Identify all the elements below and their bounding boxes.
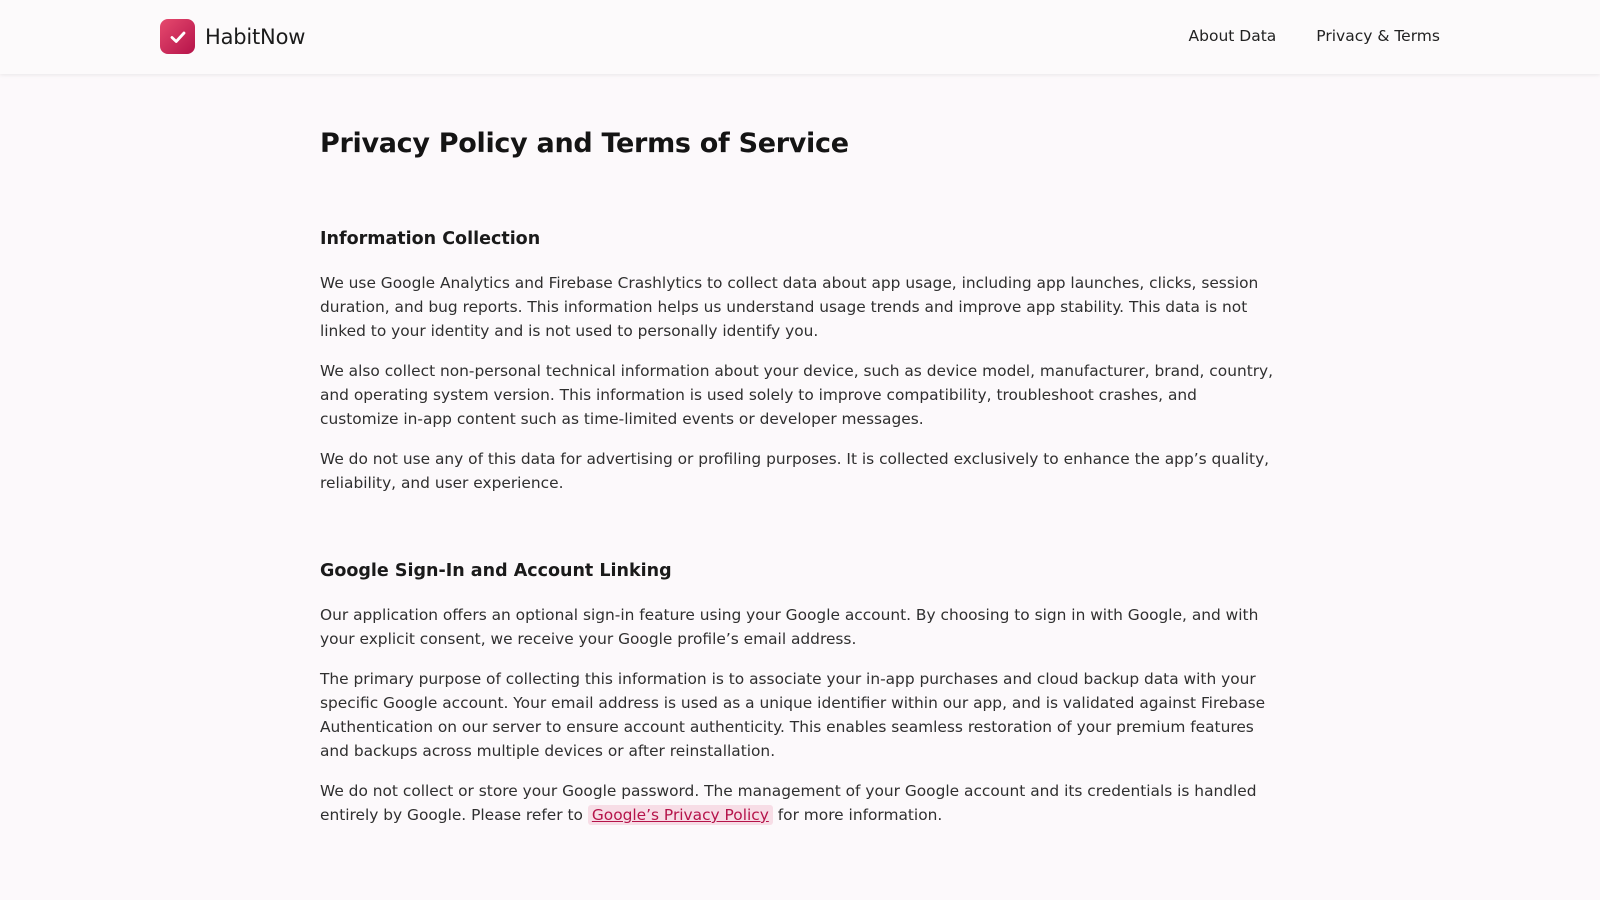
top-header [0, 0, 1600, 74]
google-privacy-policy-link[interactable]: Google’s Privacy Policy [588, 805, 773, 825]
page-title: Privacy Policy and Terms of Service [320, 128, 849, 159]
paragraph: We also collect non-personal technical information about your device, such as device model, manufacturer, brand, country, and operating system version. This information is used solely to improve compatibility, troubleshoot crashes, and customize in-app content such as time-limited events or developer messages. [320, 362, 1274, 428]
paragraph: We do not use any of this data for advertising or profiling purposes. It is collected exclusively to enhance the app’s quality, reliability, and user experience. [320, 450, 1270, 492]
paragraph: The primary purpose of collecting this information is to associate your in-app purchases and cloud backup data with your specific Google account. Your email address is used as a unique identifier within our app, and is validated against Firebase Authentication on our server to ensure account authenticity. This enables seamless restoration of your premium features and backups across multiple devices or after reinstallation. [320, 670, 1266, 760]
brand[interactable] [160, 19, 305, 54]
section-heading: Google Sign-In and Account Linking [320, 561, 672, 581]
nav-privacy-terms[interactable]: Privacy & Terms [1316, 27, 1440, 45]
brand-name: HabitNow [205, 24, 306, 49]
section-google-sign-in [320, 561, 1280, 827]
paragraph-text-before-link: We do not collect or store your Google password. The management of your Google account and its credentials is handled entirely by Google. Please refer to [320, 782, 1257, 824]
app-logo [160, 19, 195, 54]
paragraph: We use Google Analytics and Firebase Crashlytics to collect data about app usage, including app launches, clicks, session duration, and bug reports. This information helps us understand usage trends and improve app stability. This data is not linked to your identity and is not used to personally identify you. [320, 274, 1259, 340]
paragraph: Our application offers an optional sign-in feature using your Google account. By choosing to sign in with Google, and with your explicit consent, we receive your Google profile’s email address. [320, 606, 1259, 648]
paragraph-text-after-link: for more information. [777, 806, 943, 824]
section-information-collection [320, 229, 1280, 495]
main-content [320, 128, 1280, 827]
check-icon [168, 27, 188, 47]
nav-about-data[interactable]: About Data [1188, 27, 1277, 45]
top-nav [1149, 27, 1440, 45]
paragraph-with-link [320, 779, 1280, 827]
section-heading: Information Collection [320, 229, 541, 249]
